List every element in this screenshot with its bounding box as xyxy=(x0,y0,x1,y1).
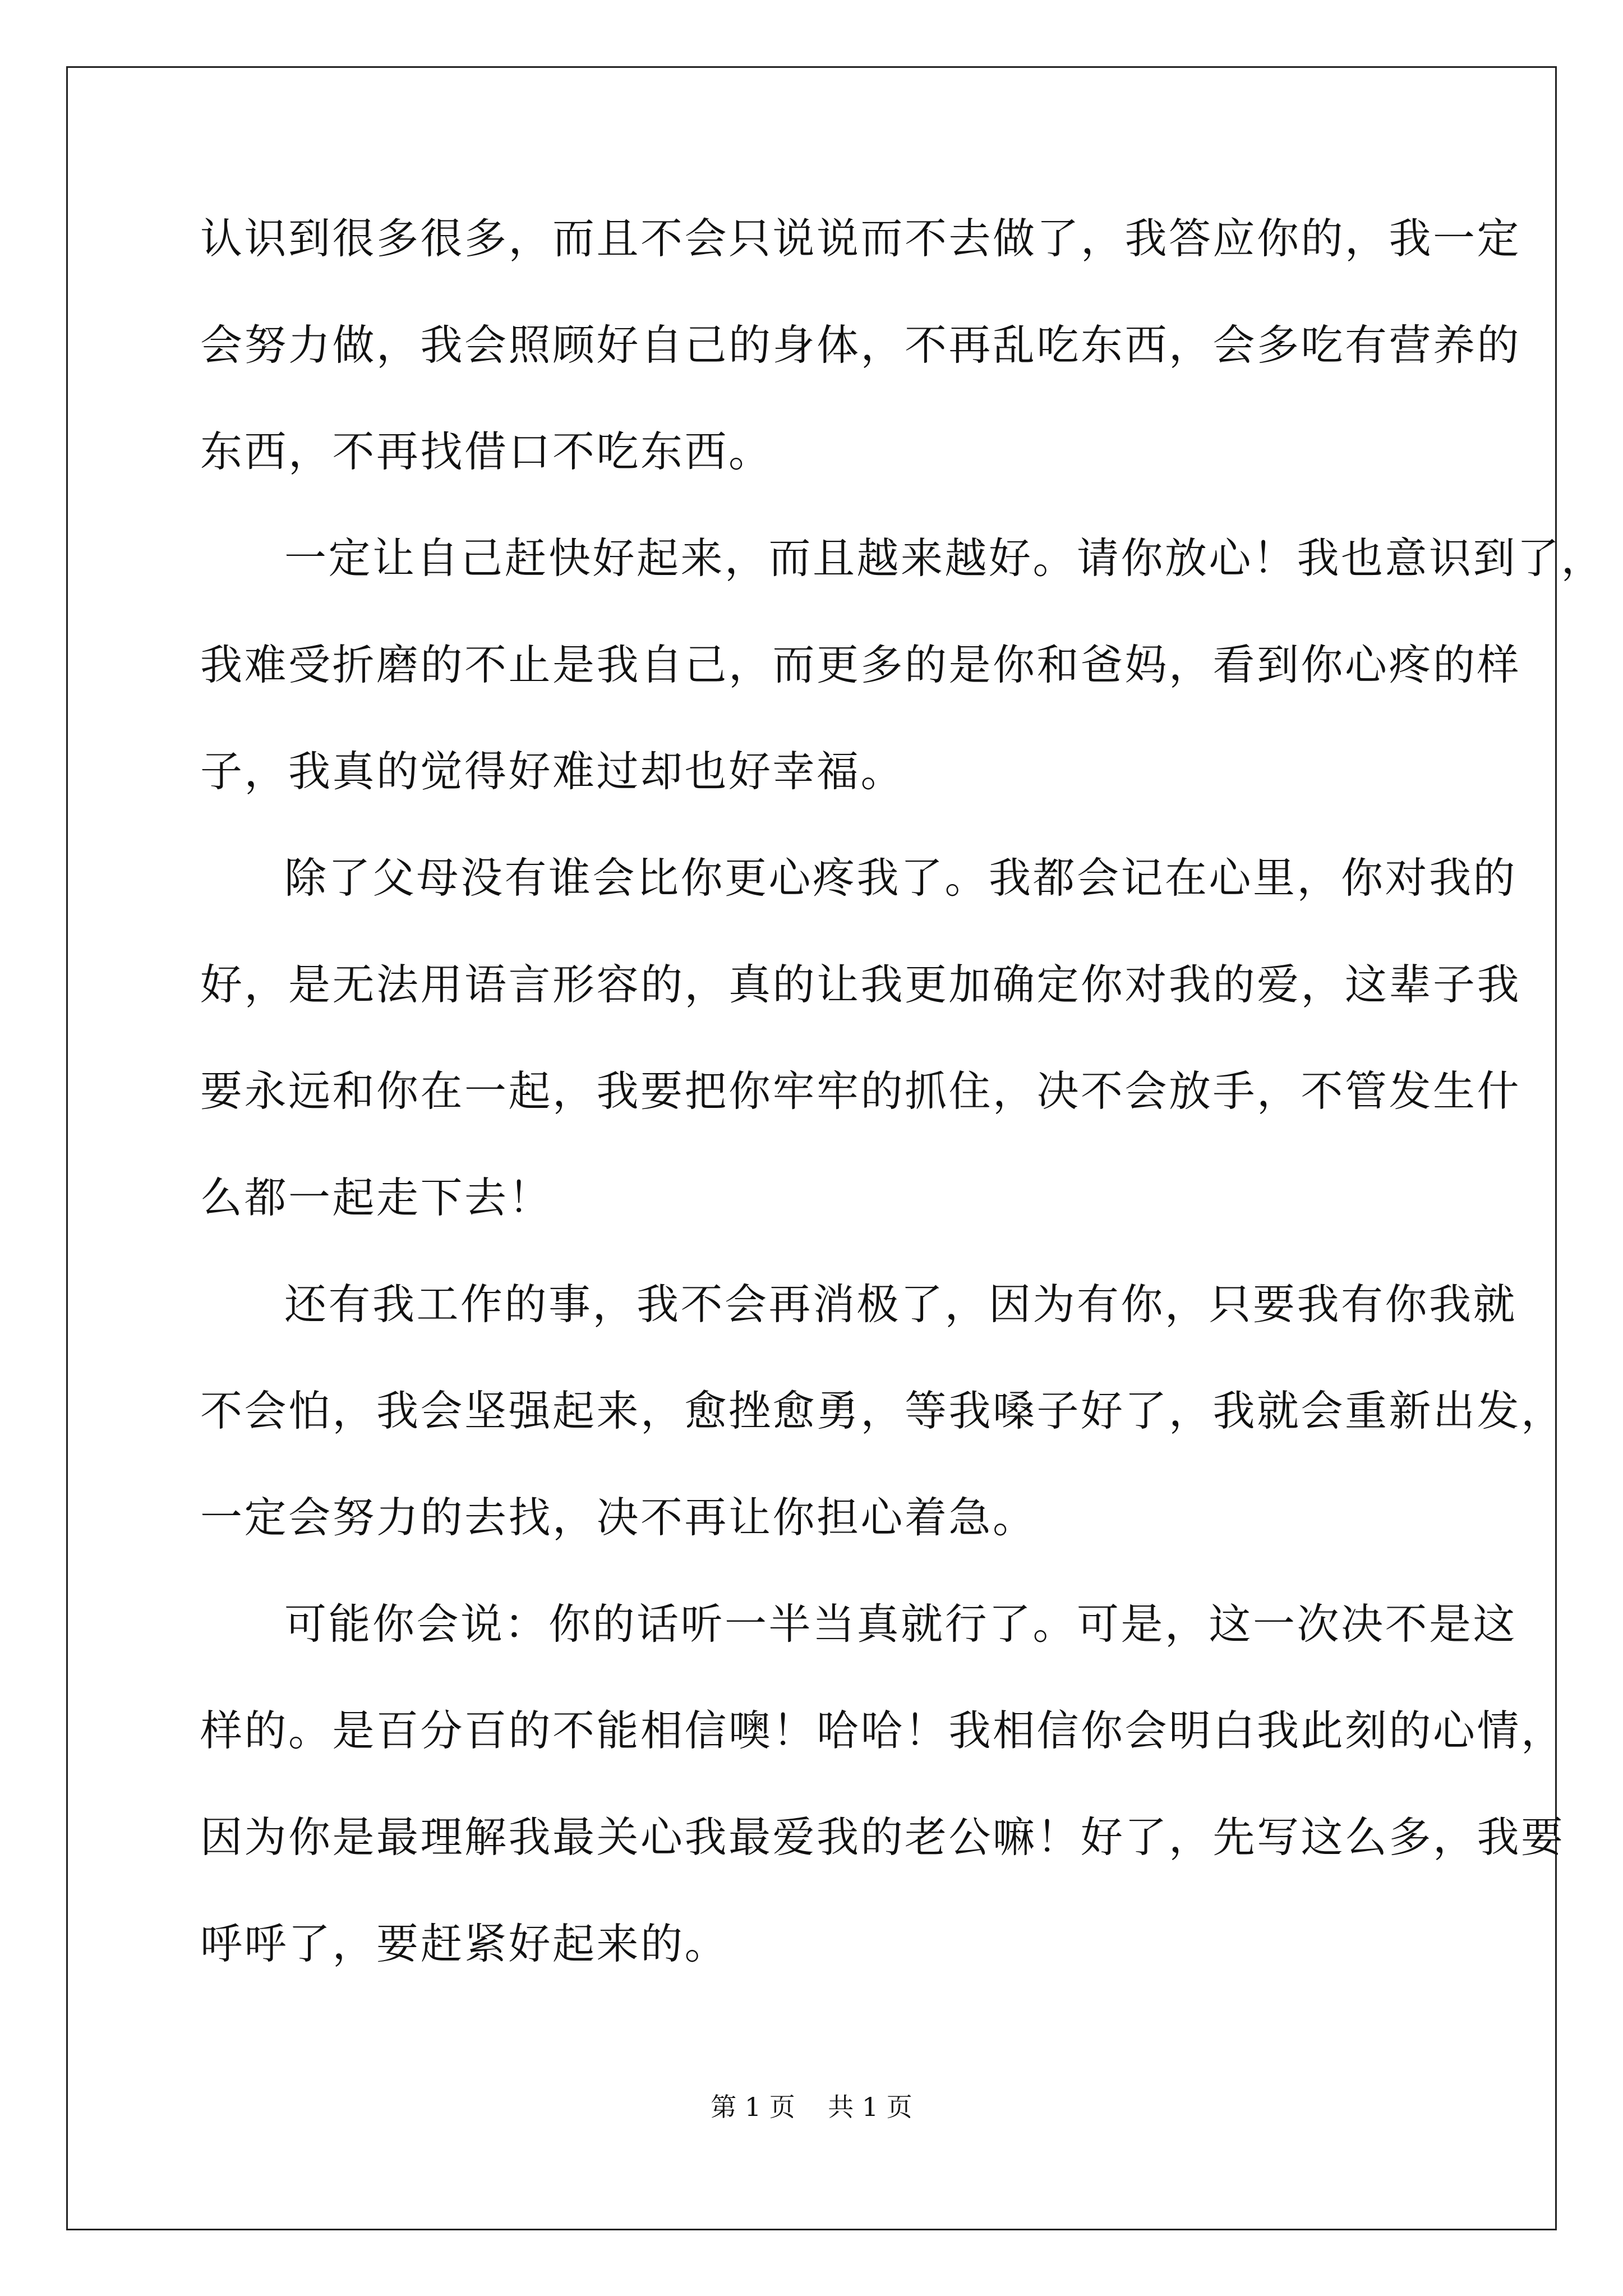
text-line: 要永远和你在一起，我要把你牢牢的抓住，决不会放手，不管发生什 xyxy=(200,1066,1521,1116)
text-line: 会努力做，我会照顾好自己的身体，不再乱吃东西，会多吃有营养的 xyxy=(200,320,1521,370)
paragraph-first-line: 可能你会说：你的话听一半当真就行了。可是，这一次决不是这 xyxy=(284,1599,1518,1649)
text-line: 么都一起走下去！ xyxy=(200,1173,553,1222)
text-line: 东西，不再找借口不吃东西。 xyxy=(200,427,773,476)
paragraph-first-line: 还有我工作的事，我不会再消极了，因为有你，只要我有你我就 xyxy=(284,1280,1518,1329)
document-body xyxy=(200,213,1606,2025)
text-line: 子，我真的觉得好难过却也好幸福。 xyxy=(200,747,905,796)
paragraph-first-line: 一定让自己赶快好起来，而且越来越好。请你放心！我也意识到了， xyxy=(284,533,1606,583)
paragraph-first-line: 除了父母没有谁会比你更心疼我了。我都会记在心里，你对我的 xyxy=(284,853,1518,903)
text-line: 认识到很多很多，而且不会只说说而不去做了，我答应你的，我一定 xyxy=(200,214,1521,263)
text-line: 好，是无法用语言形容的，真的让我更加确定你对我的爱，这辈子我 xyxy=(200,960,1521,1009)
text-line: 样的。是百分百的不能相信噢！哈哈！我相信你会明白我此刻的心情， xyxy=(200,1706,1565,1755)
text-line: 不会怕，我会坚强起来，愈挫愈勇，等我嗓子好了，我就会重新出发， xyxy=(200,1386,1565,1435)
text-line: 因为你是最理解我最关心我最爱我的老公嘛！好了，先写这么多，我要 xyxy=(200,1812,1565,1862)
text-line: 我难受折磨的不止是我自己，而更多的是你和爸妈，看到你心疼的样 xyxy=(200,640,1521,689)
page-number-footer: 第 1 页 共 1 页 xyxy=(711,2092,912,2122)
text-line: 呼呼了，要赶紧好起来的。 xyxy=(200,1919,729,1968)
text-line: 一定会努力的去找，决不再让你担心着急。 xyxy=(200,1493,1037,1542)
